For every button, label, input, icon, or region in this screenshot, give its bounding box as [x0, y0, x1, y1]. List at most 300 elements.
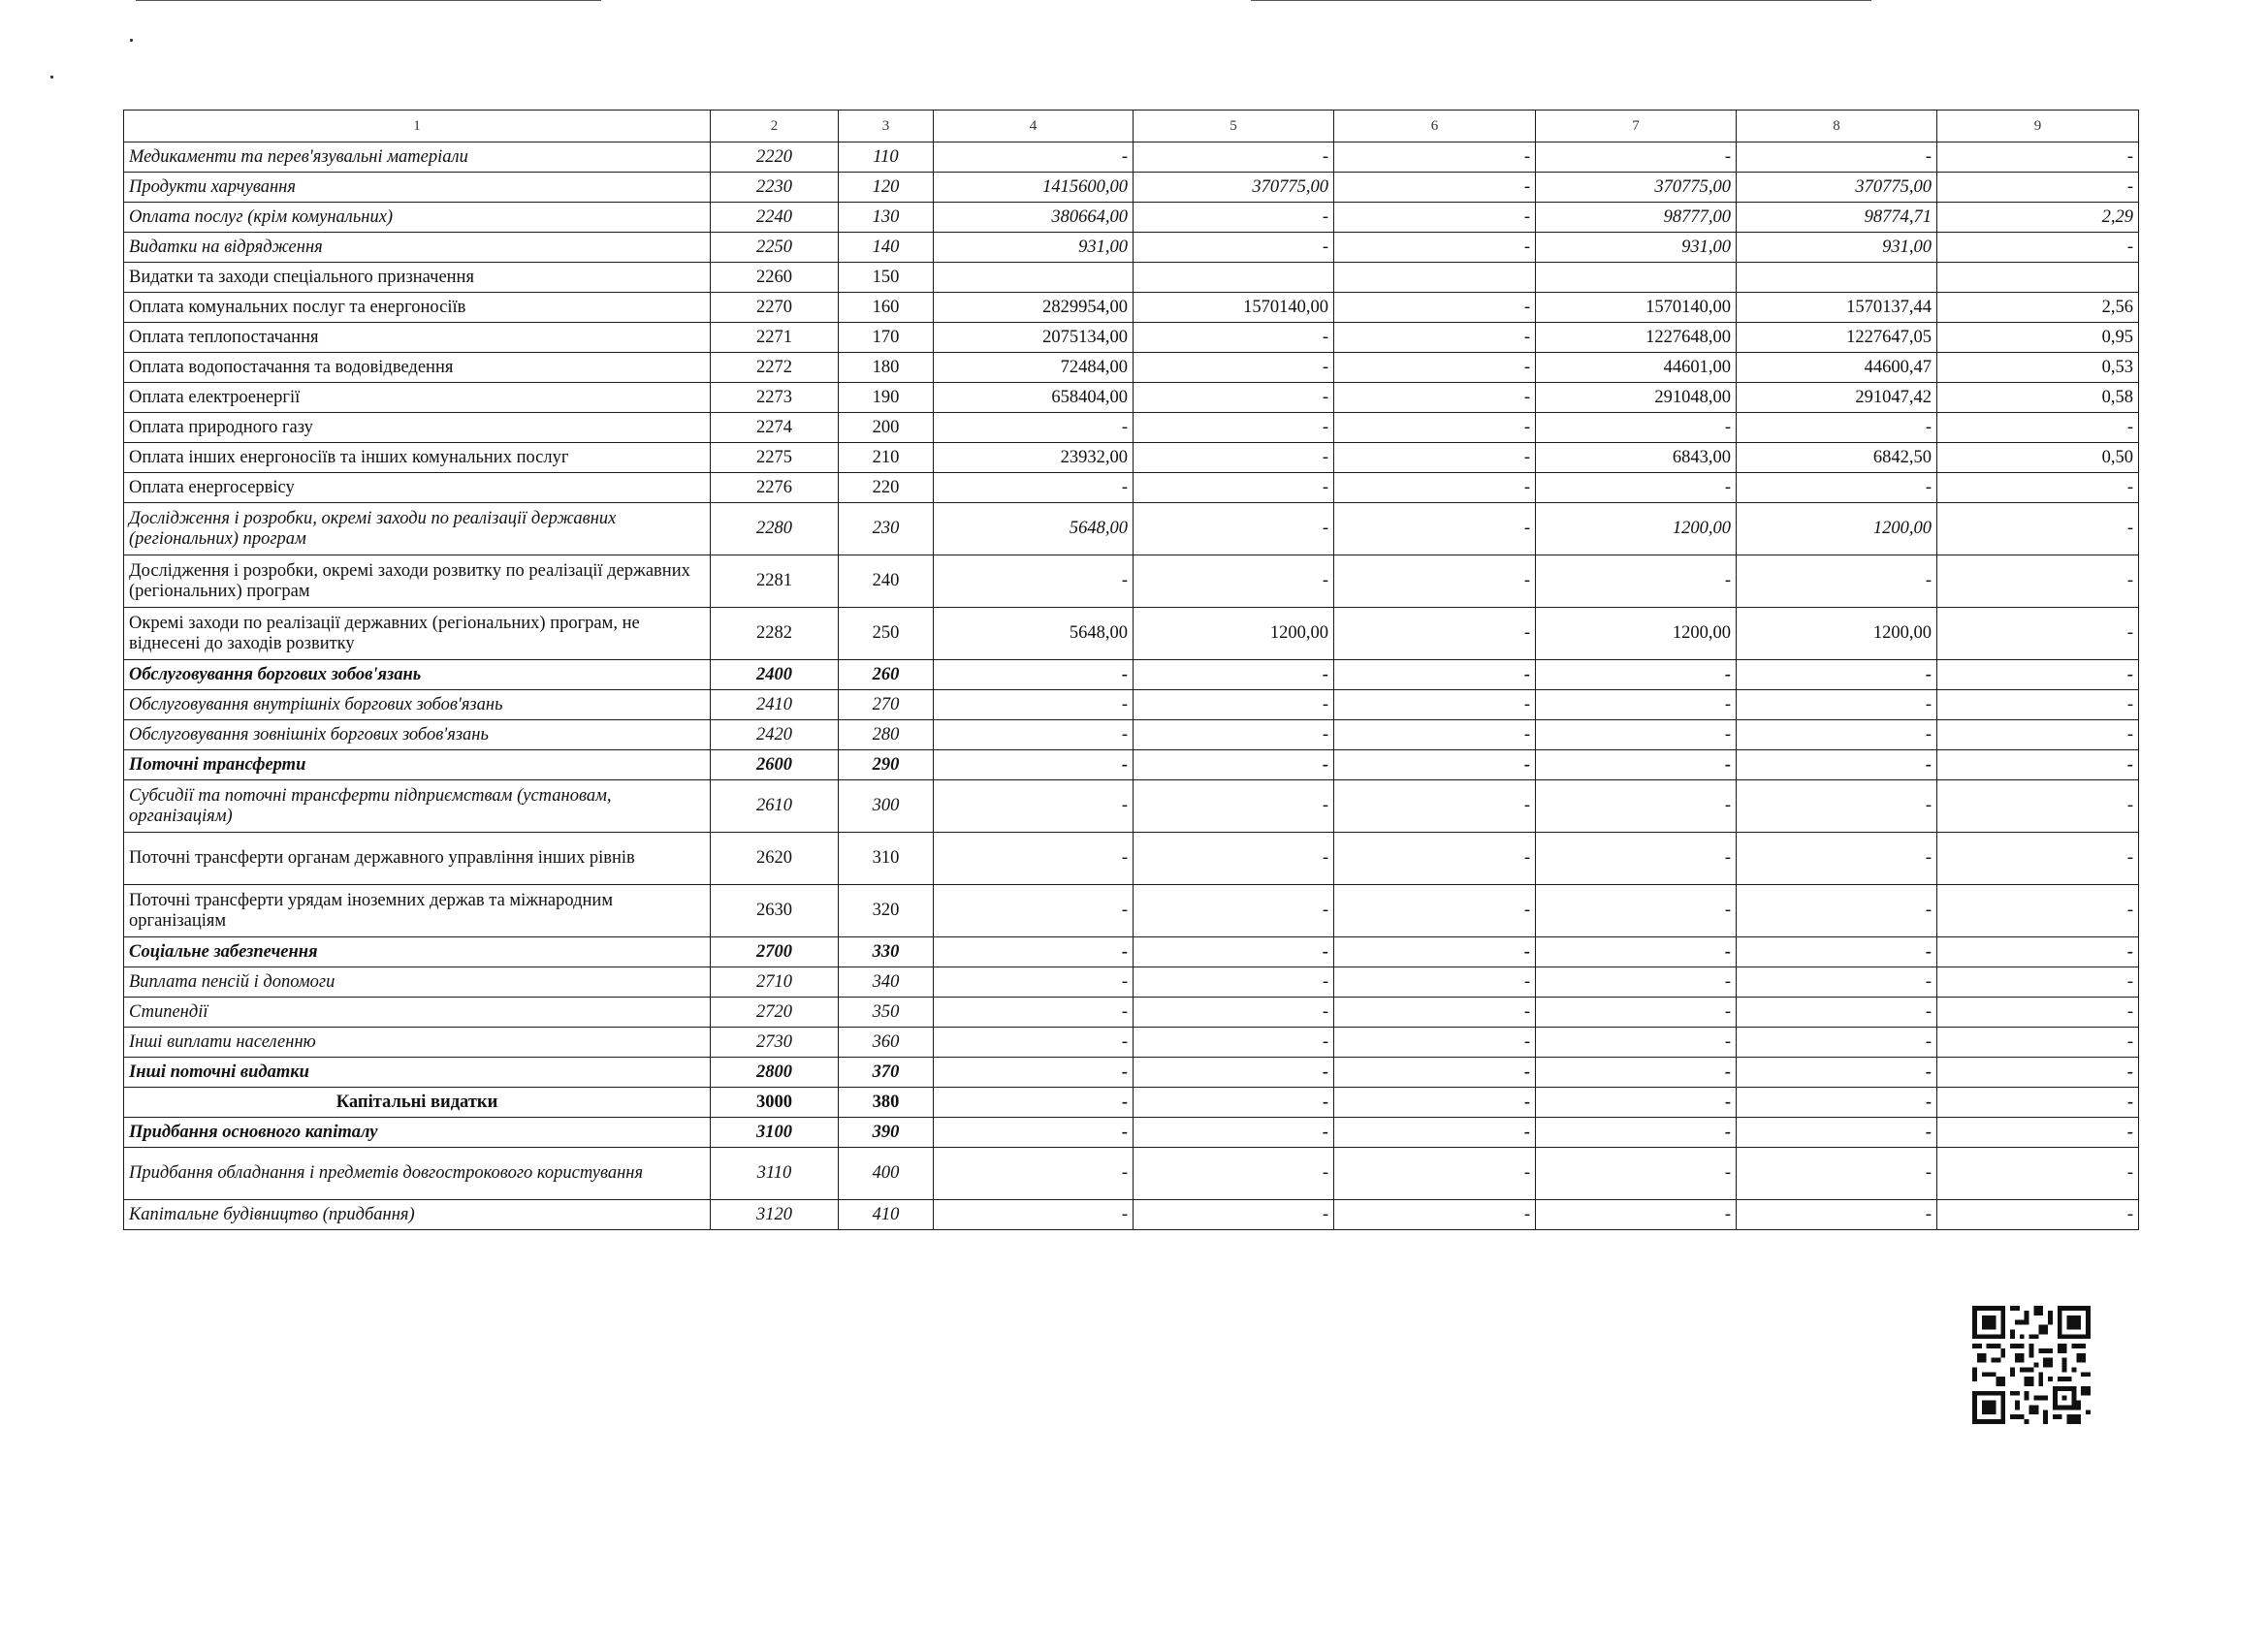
value-cell: -: [1536, 1118, 1737, 1148]
value-cell: -: [1536, 1148, 1737, 1200]
value-cell: -: [1334, 1028, 1536, 1058]
value-cell: [934, 263, 1134, 293]
value-cell: 370775,00: [1536, 173, 1737, 203]
economic-code-cell: 2270: [711, 293, 839, 323]
value-cell: -: [1737, 1148, 1937, 1200]
line-code-cell: 140: [839, 233, 934, 263]
value-cell: -: [1334, 383, 1536, 413]
value-cell: -: [1134, 690, 1334, 720]
economic-code-cell: 2273: [711, 383, 839, 413]
value-cell: -: [934, 1088, 1134, 1118]
value-cell: -: [1737, 885, 1937, 937]
value-cell: 1200,00: [1536, 608, 1737, 660]
row-name-cell: Поточні трансферти органам державного управління інших рівнів: [124, 833, 711, 885]
row-name-cell: Дослідження і розробки, окремі заходи по реалізації державних (регіональних) програм: [124, 503, 711, 555]
table-row: [124, 383, 2139, 413]
value-cell: -: [1334, 323, 1536, 353]
line-code-cell: 360: [839, 1028, 934, 1058]
value-cell: -: [1937, 885, 2139, 937]
value-cell: 370775,00: [1737, 173, 1937, 203]
row-name-cell: Інші виплати населенню: [124, 1028, 711, 1058]
line-code-cell: 120: [839, 173, 934, 203]
value-cell: 1415600,00: [934, 173, 1134, 203]
value-cell: -: [934, 555, 1134, 608]
value-cell: -: [1937, 173, 2139, 203]
value-cell: 0,95: [1937, 323, 2139, 353]
value-cell: -: [934, 750, 1134, 780]
value-cell: -: [1134, 1200, 1334, 1230]
line-code-cell: 260: [839, 660, 934, 690]
table-row: [124, 293, 2139, 323]
value-cell: -: [1334, 690, 1536, 720]
value-cell: -: [1134, 660, 1334, 690]
value-cell: -: [1937, 503, 2139, 555]
value-cell: -: [1737, 967, 1937, 998]
value-cell: -: [1334, 555, 1536, 608]
value-cell: 98774,71: [1737, 203, 1937, 233]
line-code-cell: 240: [839, 555, 934, 608]
line-code-cell: 410: [839, 1200, 934, 1230]
row-name-cell: Обслуговування зовнішніх боргових зобов'язань: [124, 720, 711, 750]
value-cell: -: [1737, 1088, 1937, 1118]
economic-code-cell: 2274: [711, 413, 839, 443]
row-name-cell: Капітальне будівництво (придбання): [124, 1200, 711, 1230]
value-cell: 0,50: [1937, 443, 2139, 473]
value-cell: -: [1536, 413, 1737, 443]
value-cell: -: [934, 1148, 1134, 1200]
economic-code-cell: 2276: [711, 473, 839, 503]
economic-code-cell: 2420: [711, 720, 839, 750]
value-cell: -: [1536, 1088, 1737, 1118]
value-cell: 931,00: [1536, 233, 1737, 263]
value-cell: -: [1334, 503, 1536, 555]
table-row: [124, 443, 2139, 473]
value-cell: -: [1334, 720, 1536, 750]
value-cell: -: [1737, 998, 1937, 1028]
table-row: [124, 833, 2139, 885]
economic-code-cell: 2600: [711, 750, 839, 780]
row-name-cell: Оплата природного газу: [124, 413, 711, 443]
value-cell: -: [1334, 998, 1536, 1028]
value-cell: 23932,00: [934, 443, 1134, 473]
value-cell: -: [1334, 608, 1536, 660]
value-cell: -: [1536, 750, 1737, 780]
value-cell: -: [1737, 143, 1937, 173]
value-cell: -: [1334, 173, 1536, 203]
value-cell: -: [1334, 443, 1536, 473]
table-row: [124, 555, 2139, 608]
value-cell: -: [1737, 1058, 1937, 1088]
table-row: [124, 143, 2139, 173]
line-code-cell: 380: [839, 1088, 934, 1118]
value-cell: 931,00: [934, 233, 1134, 263]
value-cell: -: [1937, 780, 2139, 833]
row-name-cell: Оплата електроенергії: [124, 383, 711, 413]
value-cell: -: [934, 690, 1134, 720]
value-cell: -: [1536, 555, 1737, 608]
value-cell: -: [934, 660, 1134, 690]
economic-code-cell: 2230: [711, 173, 839, 203]
value-cell: 2,56: [1937, 293, 2139, 323]
economic-code-cell: 2630: [711, 885, 839, 937]
value-cell: -: [1134, 555, 1334, 608]
table-row: [124, 353, 2139, 383]
value-cell: -: [1536, 833, 1737, 885]
row-name-cell: Придбання основного капіталу: [124, 1118, 711, 1148]
value-cell: -: [1737, 413, 1937, 443]
line-code-cell: 280: [839, 720, 934, 750]
table-row: [124, 690, 2139, 720]
value-cell: -: [1334, 660, 1536, 690]
value-cell: -: [1134, 503, 1334, 555]
row-name-cell: Обслуговування боргових зобов'язань: [124, 660, 711, 690]
row-name-cell: Оплата енергосервісу: [124, 473, 711, 503]
value-cell: -: [1536, 998, 1737, 1028]
line-code-cell: 400: [839, 1148, 934, 1200]
table-row: [124, 780, 2139, 833]
value-cell: -: [1937, 1088, 2139, 1118]
line-code-cell: 180: [839, 353, 934, 383]
line-code-cell: 210: [839, 443, 934, 473]
column-number-row: [124, 111, 2139, 143]
value-cell: -: [1334, 937, 1536, 967]
row-name-cell: Поточні трансферти: [124, 750, 711, 780]
value-cell: -: [1134, 203, 1334, 233]
value-cell: -: [1536, 720, 1737, 750]
value-cell: 1200,00: [1737, 608, 1937, 660]
value-cell: -: [1937, 413, 2139, 443]
value-cell: -: [1937, 1118, 2139, 1148]
table-row: [124, 1028, 2139, 1058]
value-cell: -: [1737, 750, 1937, 780]
scan-edge-line: [136, 0, 601, 1]
line-code-cell: 160: [839, 293, 934, 323]
economic-code-cell: 2400: [711, 660, 839, 690]
value-cell: -: [1134, 1028, 1334, 1058]
value-cell: -: [1937, 473, 2139, 503]
value-cell: -: [1937, 998, 2139, 1028]
value-cell: 658404,00: [934, 383, 1134, 413]
value-cell: -: [1334, 1088, 1536, 1118]
value-cell: -: [1536, 780, 1737, 833]
value-cell: 370775,00: [1134, 173, 1334, 203]
economic-code-cell: 3110: [711, 1148, 839, 1200]
value-cell: -: [1937, 967, 2139, 998]
value-cell: -: [934, 833, 1134, 885]
table-row: [124, 720, 2139, 750]
value-cell: 2,29: [1937, 203, 2139, 233]
value-cell: -: [1134, 1058, 1334, 1088]
economic-code-cell: 2220: [711, 143, 839, 173]
line-code-cell: 150: [839, 263, 934, 293]
table-row: [124, 660, 2139, 690]
line-code-cell: 390: [839, 1118, 934, 1148]
value-cell: -: [1134, 383, 1334, 413]
column-number: 1: [124, 111, 711, 143]
table-row: [124, 1058, 2139, 1088]
column-number: 6: [1334, 111, 1536, 143]
value-cell: -: [1334, 750, 1536, 780]
value-cell: -: [1134, 1088, 1334, 1118]
value-cell: -: [934, 1058, 1134, 1088]
table-row: [124, 967, 2139, 998]
value-cell: -: [1134, 885, 1334, 937]
value-cell: 44601,00: [1536, 353, 1737, 383]
value-cell: -: [1334, 967, 1536, 998]
column-number: 2: [711, 111, 839, 143]
value-cell: -: [1334, 1148, 1536, 1200]
value-cell: 1200,00: [1134, 608, 1334, 660]
value-cell: 1200,00: [1737, 503, 1937, 555]
table-row: [124, 1118, 2139, 1148]
table-row: [124, 1148, 2139, 1200]
value-cell: -: [1134, 413, 1334, 443]
value-cell: 291048,00: [1536, 383, 1737, 413]
value-cell: -: [934, 473, 1134, 503]
value-cell: -: [1737, 937, 1937, 967]
column-number: 8: [1737, 111, 1937, 143]
value-cell: -: [1134, 780, 1334, 833]
value-cell: -: [1937, 937, 2139, 967]
value-cell: -: [1536, 143, 1737, 173]
value-cell: 380664,00: [934, 203, 1134, 233]
line-code-cell: 330: [839, 937, 934, 967]
value-cell: -: [1737, 473, 1937, 503]
row-name-cell: Капітальні видатки: [124, 1088, 711, 1118]
value-cell: -: [1536, 1058, 1737, 1088]
economic-code-cell: 2281: [711, 555, 839, 608]
value-cell: -: [1937, 143, 2139, 173]
value-cell: [1536, 263, 1737, 293]
value-cell: -: [1134, 473, 1334, 503]
economic-code-cell: 2282: [711, 608, 839, 660]
row-name-cell: Оплата інших енергоносіїв та інших комунальних послуг: [124, 443, 711, 473]
column-number: 3: [839, 111, 934, 143]
value-cell: -: [934, 780, 1134, 833]
value-cell: 44600,47: [1737, 353, 1937, 383]
value-cell: -: [934, 143, 1134, 173]
line-code-cell: 110: [839, 143, 934, 173]
value-cell: -: [1536, 1200, 1737, 1230]
value-cell: -: [1737, 555, 1937, 608]
value-cell: 0,58: [1937, 383, 2139, 413]
budget-expenditure-table: [123, 110, 2139, 1230]
value-cell: 1570140,00: [1134, 293, 1334, 323]
line-code-cell: 270: [839, 690, 934, 720]
value-cell: 1200,00: [1536, 503, 1737, 555]
value-cell: -: [934, 1028, 1134, 1058]
value-cell: -: [1334, 233, 1536, 263]
scan-speck: [130, 39, 133, 42]
economic-code-cell: 2240: [711, 203, 839, 233]
value-cell: 1570140,00: [1536, 293, 1737, 323]
value-cell: -: [1937, 690, 2139, 720]
value-cell: -: [1134, 720, 1334, 750]
value-cell: -: [1937, 1200, 2139, 1230]
row-name-cell: Оплата теплопостачання: [124, 323, 711, 353]
value-cell: -: [1737, 720, 1937, 750]
value-cell: 5648,00: [934, 503, 1134, 555]
value-cell: -: [1334, 143, 1536, 173]
value-cell: -: [1134, 937, 1334, 967]
value-cell: 6843,00: [1536, 443, 1737, 473]
value-cell: -: [1134, 233, 1334, 263]
line-code-cell: 340: [839, 967, 934, 998]
table-row: [124, 608, 2139, 660]
value-cell: -: [1937, 833, 2139, 885]
line-code-cell: 190: [839, 383, 934, 413]
economic-code-cell: 2710: [711, 967, 839, 998]
value-cell: -: [1937, 1148, 2139, 1200]
column-number: 9: [1937, 111, 2139, 143]
value-cell: -: [934, 1200, 1134, 1230]
value-cell: -: [1737, 1028, 1937, 1058]
value-cell: -: [1737, 1118, 1937, 1148]
row-name-cell: Оплата послуг (крім комунальних): [124, 203, 711, 233]
row-name-cell: Оплата комунальних послуг та енергоносіїв: [124, 293, 711, 323]
row-name-cell: Обслуговування внутрішніх боргових зобов'язань: [124, 690, 711, 720]
row-name-cell: Оплата водопостачання та водовідведення: [124, 353, 711, 383]
value-cell: -: [1134, 143, 1334, 173]
line-code-cell: 130: [839, 203, 934, 233]
value-cell: -: [1134, 967, 1334, 998]
value-cell: -: [1536, 473, 1737, 503]
value-cell: 6842,50: [1737, 443, 1937, 473]
value-cell: -: [1134, 1118, 1334, 1148]
economic-code-cell: 2280: [711, 503, 839, 555]
value-cell: [1134, 263, 1334, 293]
value-cell: -: [1536, 660, 1737, 690]
line-code-cell: 170: [839, 323, 934, 353]
column-number: 4: [934, 111, 1134, 143]
line-code-cell: 230: [839, 503, 934, 555]
value-cell: -: [1937, 1058, 2139, 1088]
table-row: [124, 937, 2139, 967]
row-name-cell: Поточні трансферти урядам іноземних держав та міжнародним організаціям: [124, 885, 711, 937]
value-cell: -: [1134, 1148, 1334, 1200]
line-code-cell: 310: [839, 833, 934, 885]
value-cell: -: [1737, 660, 1937, 690]
economic-code-cell: 2275: [711, 443, 839, 473]
value-cell: -: [1334, 203, 1536, 233]
row-name-cell: Соціальне забезпечення: [124, 937, 711, 967]
table-row: [124, 203, 2139, 233]
value-cell: -: [1937, 1028, 2139, 1058]
value-cell: -: [1134, 323, 1334, 353]
value-cell: 1227647,05: [1737, 323, 1937, 353]
value-cell: -: [934, 998, 1134, 1028]
value-cell: 98777,00: [1536, 203, 1737, 233]
value-cell: 0,53: [1937, 353, 2139, 383]
line-code-cell: 290: [839, 750, 934, 780]
value-cell: -: [1334, 833, 1536, 885]
economic-code-cell: 3120: [711, 1200, 839, 1230]
value-cell: -: [1536, 690, 1737, 720]
economic-code-cell: 2720: [711, 998, 839, 1028]
value-cell: [1937, 263, 2139, 293]
line-code-cell: 300: [839, 780, 934, 833]
economic-code-cell: 2620: [711, 833, 839, 885]
value-cell: -: [1536, 937, 1737, 967]
value-cell: 1570137,44: [1737, 293, 1937, 323]
economic-code-cell: 2272: [711, 353, 839, 383]
value-cell: -: [1937, 608, 2139, 660]
value-cell: -: [934, 1118, 1134, 1148]
value-cell: [1737, 263, 1937, 293]
row-name-cell: Медикаменти та перев'язувальні матеріали: [124, 143, 711, 173]
table-row: [124, 750, 2139, 780]
value-cell: -: [934, 967, 1134, 998]
value-cell: 2075134,00: [934, 323, 1134, 353]
value-cell: -: [1334, 473, 1536, 503]
row-name-cell: Придбання обладнання і предметів довгострокового користування: [124, 1148, 711, 1200]
table-row: [124, 885, 2139, 937]
value-cell: -: [1737, 690, 1937, 720]
line-code-cell: 250: [839, 608, 934, 660]
value-cell: -: [1937, 233, 2139, 263]
economic-code-cell: 2250: [711, 233, 839, 263]
value-cell: -: [1334, 413, 1536, 443]
value-cell: -: [1334, 353, 1536, 383]
value-cell: 1227648,00: [1536, 323, 1737, 353]
value-cell: -: [1334, 885, 1536, 937]
column-number: 5: [1134, 111, 1334, 143]
economic-code-cell: 2271: [711, 323, 839, 353]
value-cell: -: [1737, 1200, 1937, 1230]
value-cell: 931,00: [1737, 233, 1937, 263]
table-row: [124, 323, 2139, 353]
economic-code-cell: 2260: [711, 263, 839, 293]
value-cell: -: [1937, 555, 2139, 608]
value-cell: -: [1334, 780, 1536, 833]
row-name-cell: Стипендії: [124, 998, 711, 1028]
value-cell: -: [1937, 660, 2139, 690]
table-row: [124, 263, 2139, 293]
economic-code-cell: 2800: [711, 1058, 839, 1088]
value-cell: -: [1737, 780, 1937, 833]
value-cell: 291047,42: [1737, 383, 1937, 413]
table-row: [124, 998, 2139, 1028]
row-name-cell: Дослідження і розробки, окремі заходи розвитку по реалізації державних (регіональних) програм: [124, 555, 711, 608]
row-name-cell: Субсидії та поточні трансферти підприємствам (установам, організаціям): [124, 780, 711, 833]
value-cell: -: [1134, 998, 1334, 1028]
table-row: [124, 473, 2139, 503]
value-cell: -: [1334, 1118, 1536, 1148]
line-code-cell: 220: [839, 473, 934, 503]
line-code-cell: 350: [839, 998, 934, 1028]
line-code-cell: 370: [839, 1058, 934, 1088]
value-cell: 2829954,00: [934, 293, 1134, 323]
value-cell: 72484,00: [934, 353, 1134, 383]
value-cell: -: [1536, 967, 1737, 998]
economic-code-cell: 3100: [711, 1118, 839, 1148]
table-row: [124, 233, 2139, 263]
row-name-cell: Продукти харчування: [124, 173, 711, 203]
economic-code-cell: 2610: [711, 780, 839, 833]
line-code-cell: 320: [839, 885, 934, 937]
row-name-cell: Окремі заходи по реалізації державних (регіональних) програм, не віднесені до заходів розвитку: [124, 608, 711, 660]
value-cell: -: [934, 413, 1134, 443]
value-cell: -: [1536, 885, 1737, 937]
value-cell: 5648,00: [934, 608, 1134, 660]
value-cell: -: [1334, 1058, 1536, 1088]
table-row: [124, 503, 2139, 555]
economic-code-cell: 2410: [711, 690, 839, 720]
value-cell: -: [934, 885, 1134, 937]
value-cell: -: [1937, 750, 2139, 780]
value-cell: -: [1937, 720, 2139, 750]
table-row: [124, 173, 2139, 203]
